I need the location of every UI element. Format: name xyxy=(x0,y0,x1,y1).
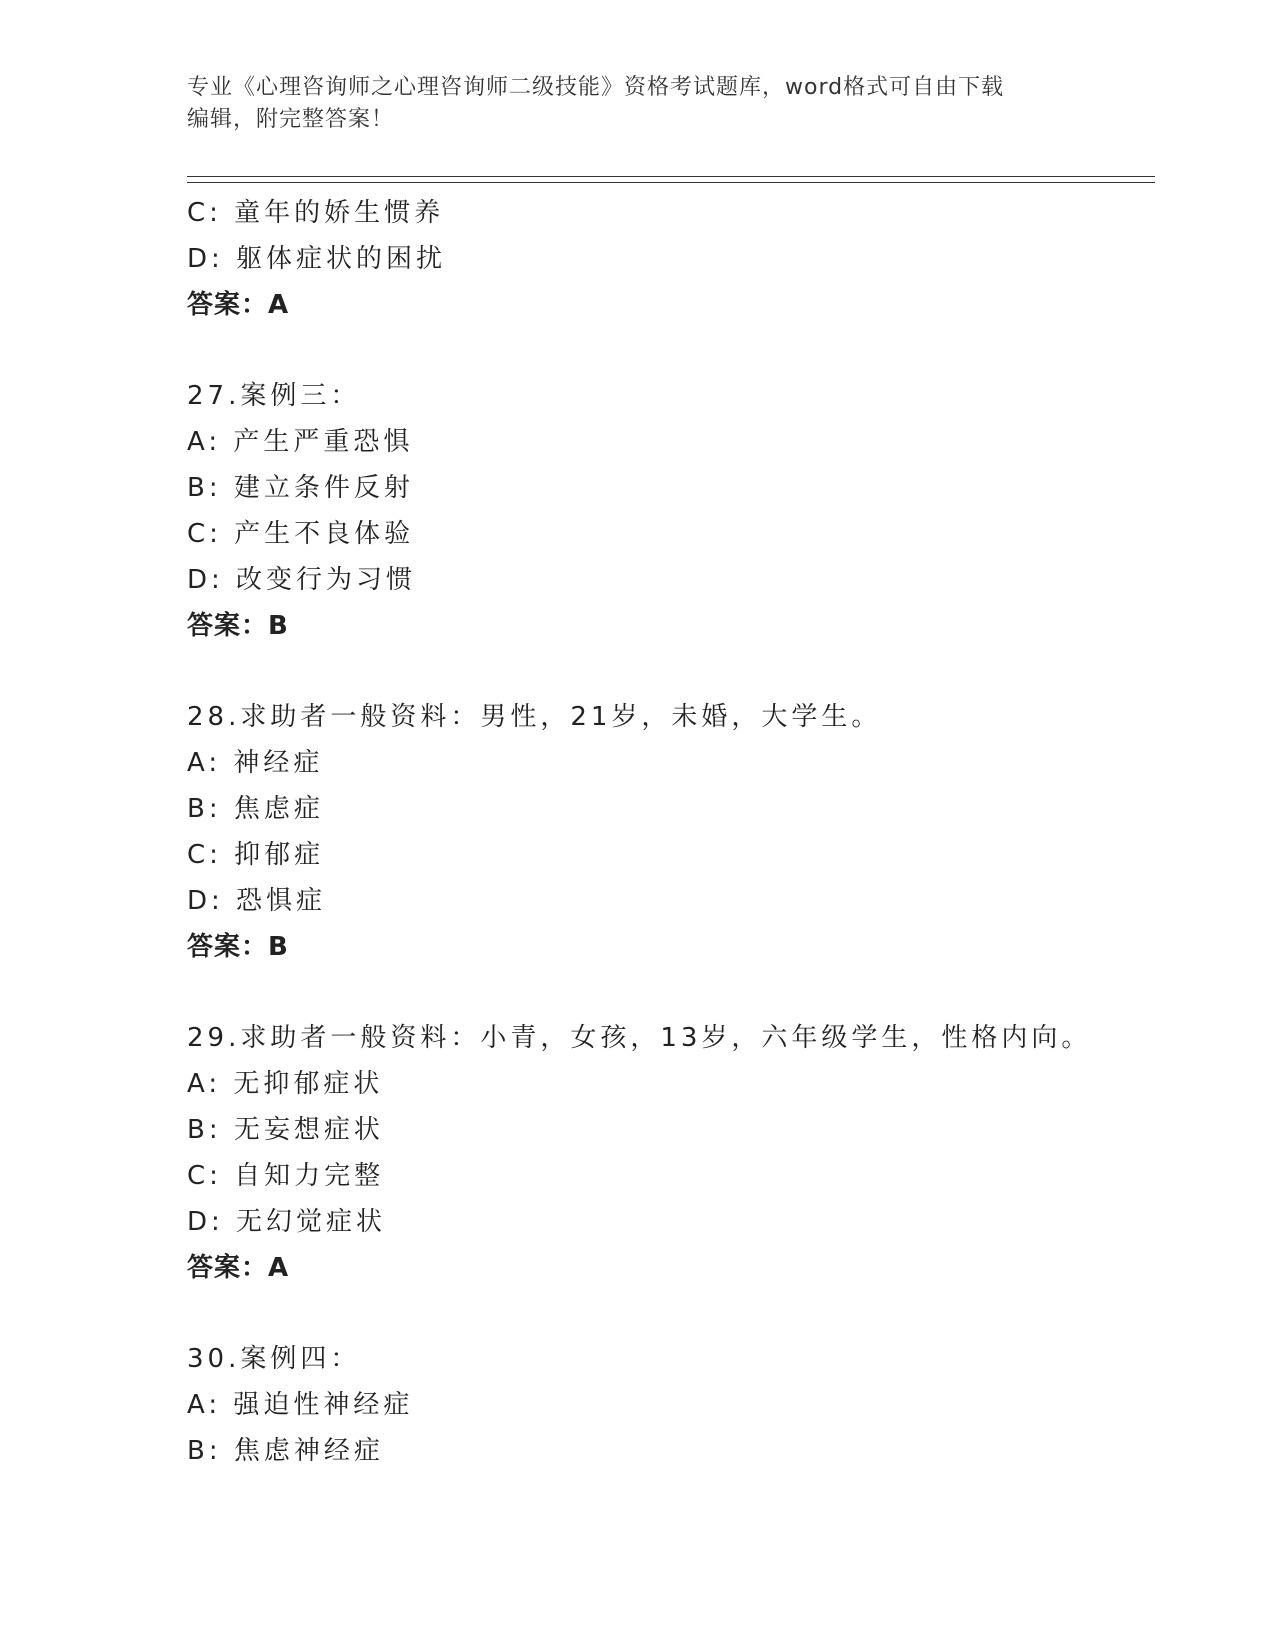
question-title: 30.案例四： xyxy=(187,1344,361,1374)
option-d: D: 恐惧症 xyxy=(187,886,327,916)
answer-line: 答案：A xyxy=(187,290,290,320)
option-a: A: 无抑郁症状 xyxy=(187,1069,384,1099)
question-list xyxy=(187,190,1155,1474)
question-title: 29.求助者一般资料：小青，女孩，13岁，六年级学生，性格内向。 xyxy=(187,1023,1092,1053)
option-b: B: 焦虑神经症 xyxy=(187,1436,384,1466)
question-28 xyxy=(187,694,1155,970)
option-a: A: 强迫性神经症 xyxy=(187,1390,414,1420)
option-d: D: 躯体症状的困扰 xyxy=(187,244,447,274)
question-title: 27.案例三： xyxy=(187,381,361,411)
option-b: B: 建立条件反射 xyxy=(187,473,414,503)
header-line-1: 专业《心理咨询师之心理咨询师二级技能》资格考试题库，word格式可自由下载 xyxy=(187,75,1005,100)
option-b: B: 无妄想症状 xyxy=(187,1115,384,1145)
answer-line: 答案：B xyxy=(187,932,289,962)
option-a: A: 产生严重恐惧 xyxy=(187,427,414,457)
header-divider-top xyxy=(187,176,1155,177)
question-29 xyxy=(187,1015,1155,1291)
question-title: 28.求助者一般资料：男性，21岁，未婚，大学生。 xyxy=(187,702,882,732)
answer-line: 答案：A xyxy=(187,1253,290,1283)
option-b: B: 焦虑症 xyxy=(187,794,324,824)
option-c: C: 童年的娇生惯养 xyxy=(187,198,445,228)
header-divider-bottom xyxy=(187,182,1155,183)
option-c: C: 产生不良体验 xyxy=(187,519,415,549)
option-c: C: 抑郁症 xyxy=(187,840,325,870)
question-27 xyxy=(187,373,1155,649)
option-d: D: 改变行为习惯 xyxy=(187,565,417,595)
question-30 xyxy=(187,1336,1155,1474)
header-line-2: 编辑，附完整答案！ xyxy=(187,107,395,132)
option-a: A: 神经症 xyxy=(187,748,324,778)
document-header xyxy=(187,72,1067,136)
answer-line: 答案：B xyxy=(187,611,289,641)
option-c: C: 自知力完整 xyxy=(187,1161,385,1191)
option-d: D: 无幻觉症状 xyxy=(187,1207,387,1237)
